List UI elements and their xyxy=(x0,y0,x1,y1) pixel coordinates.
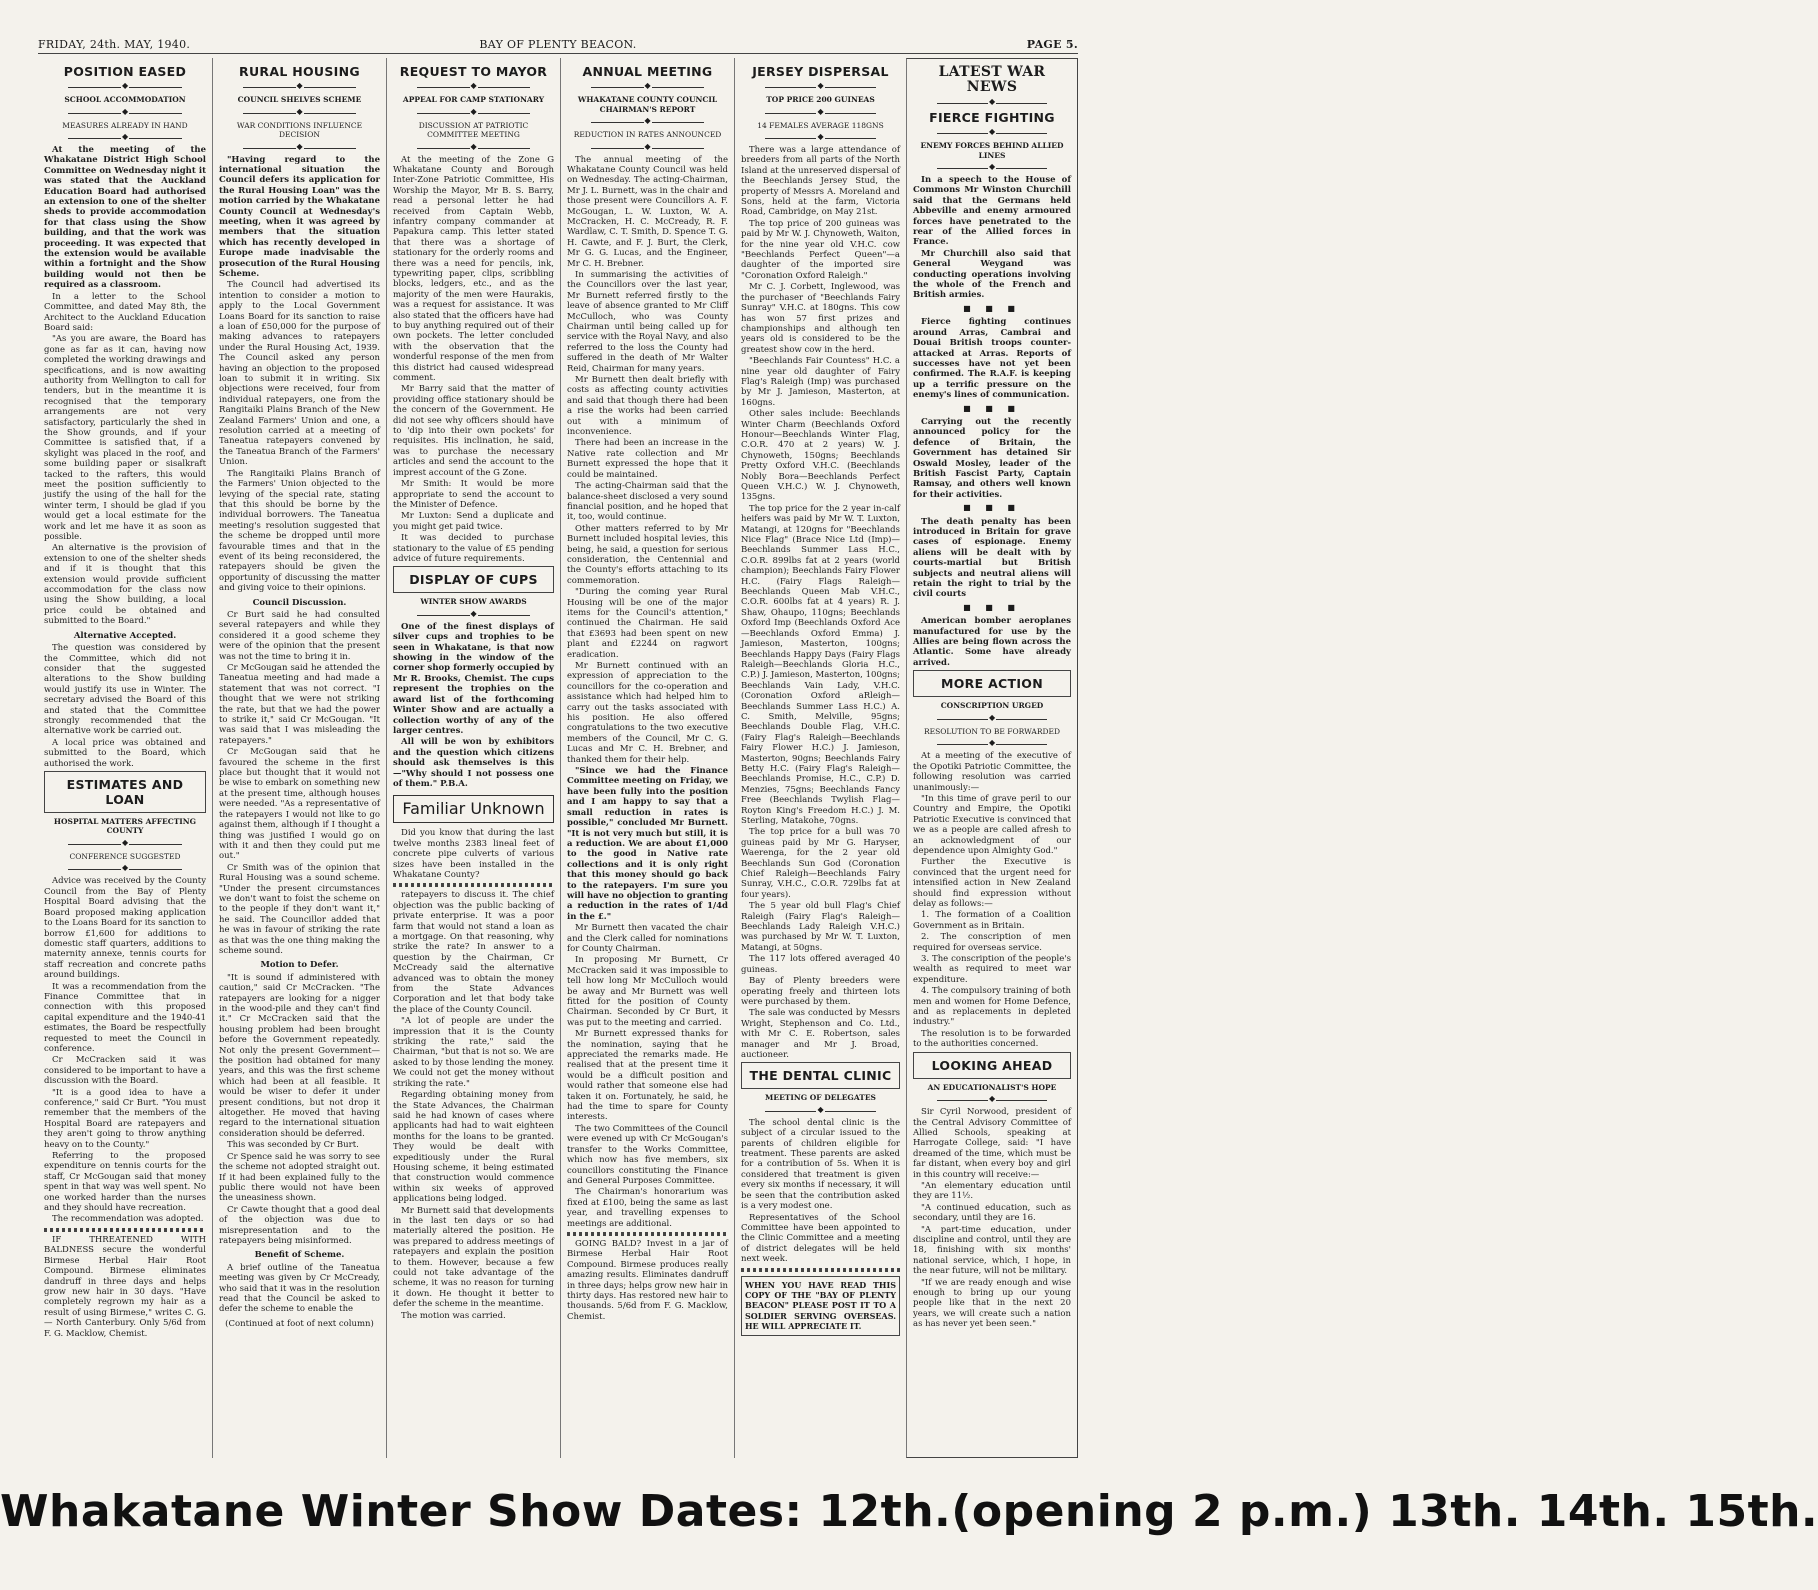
headline-display-of-cups: DISPLAY OF CUPS xyxy=(393,566,554,593)
paragraph: Cr Smith was of the opinion that Rural Housing was a sound scheme. "Under the present circumstances we don't want to foist the scheme on to the people if they don't want it," he said. The Councillor added that he was in favour of striking the rate as that was the one thing making the scheme sound. xyxy=(219,862,380,956)
paragraph: Cr McGougan said that he favoured the scheme in the first place but thought that it would not be wise to embark on something new at the present time, although houses were needed. "As a representative of the ratepayers I would not like to go against them, although if I thought a thing was justified I would go on with it and then they could put me out." xyxy=(219,747,380,862)
divider xyxy=(765,113,876,121)
paragraph: The death penalty has been introduced in Britain for grave cases of espionage. Enemy aliens will be dealt with by courts-martial but British subjects and neutral aliens will retain the right to trial by the civil courts xyxy=(913,516,1071,600)
paragraph: 2. The conscription of men required for overseas service. xyxy=(913,932,1071,953)
divider xyxy=(68,138,181,146)
subhead: REDUCTION IN RATES ANNOUNCED xyxy=(573,130,722,139)
paragraph: Regarding obtaining money from the State Advances, the Chairman said he had known of cases where applicants had had to wait eighteen months for the loans to be granted. They would be dealt with expeditiously under the Rural Housing scheme, it being estimated that construction would commence within six weeks of approved applications being lodged. xyxy=(393,1090,554,1205)
paragraph: Mr C. J. Corbett, Inglewood, was the purchaser of "Beechlands Fairy Sunray" V.H.C. at 180gns. This cow has won 57 first prizes and championships and although ten years old is considered to be the greatest show cow in the herd. xyxy=(741,282,900,355)
paragraph: Bay of Plenty breeders were operating freely and thirteen lots were purchased by them. xyxy=(741,976,900,1007)
divider xyxy=(937,719,1048,727)
divider xyxy=(567,1232,728,1236)
subhead: TOP PRICE 200 GUINEAS xyxy=(766,95,875,104)
paragraph: "Beechlands Fair Countess" H.C. a nine year old daughter of Fairy Flag's Raleigh (Imp) was purchased by Mr J. Jamieson, Masterton, at 160gns. xyxy=(741,356,900,408)
paragraph: The school dental clinic is the subject of a circular issued to the parents of children eligible for treatment. These parents are asked for a contribution of 5s. When it is considered that treatment is given every six months if necessary, it will be seen that the contribution asked is a very modest one. xyxy=(741,1117,900,1212)
subhead: 14 FEMALES AVERAGE 118GNS xyxy=(757,120,884,130)
paragraph: Further the Executive is convinced that the urgent need for intensified action in New Zealand should find expression without delay as follows:— xyxy=(913,857,1071,909)
headline-dental-clinic: THE DENTAL CLINIC xyxy=(741,1062,900,1089)
paragraph: Mr Churchill also said that General Weygand was conducting operations involving the whole of the French and British armies. xyxy=(913,248,1071,301)
subhead: SCHOOL ACCOMMODATION xyxy=(64,95,186,104)
paragraph: The sale was conducted by Messrs Wright, Stephenson and Co. Ltd., with Mr C. E. Robertson, sales manager and Mr J. Broad, auctioneer. xyxy=(741,1008,900,1060)
divider xyxy=(741,1268,900,1272)
separator-dots: ■ ■ ■ xyxy=(963,403,1021,413)
divider xyxy=(68,87,181,95)
paragraph: "In this time of grave peril to our Country and Empire, the Opotiki Patriotic Executive is convinced that we as a people are called afresh to an acknowledgment of our dependence upon Almighty God." xyxy=(913,793,1071,856)
advertisement: GOING BALD? Invest in a jar of Birmese Herbal Hair Root Compound. Birmese produces really amazing results. Eliminates dandruff in three days; helps grow new hair in thirty days. Has restored new hair to thousands. 5/6d from F. G. Macklow, Chemist. xyxy=(567,1238,728,1322)
divider xyxy=(243,113,356,121)
column-1 xyxy=(38,58,212,1458)
page-number: PAGE 5. xyxy=(1026,38,1078,51)
paragraph: 3. The conscription of the people's wealth as required to meet war expenditure. xyxy=(913,954,1071,985)
paragraph: 1. The formation of a Coalition Government as in Britain. xyxy=(913,910,1071,931)
paragraph: Mr Burnett expressed thanks for the nomination, saying that he appreciated the remarks made. He realised that at the present time it would be a difficult position and would rather that someone else had taken it on. Fortunately, he said, he had the time to spare for County interests. xyxy=(567,1029,728,1123)
divider xyxy=(417,148,530,156)
paragraph: Did you know that during the last twelve months 2383 lineal feet of concrete pipe culverts of various sizes have been installed in the Whakatane County? xyxy=(393,828,554,880)
divider xyxy=(44,1228,206,1232)
paragraph: Mr Burnett continued with an expression of appreciation to the councillors for the co-operation and assistance which had helped him to carry out the tasks associated with his position. He also offered congratulations to the two executive members of the Council, Mr C. G. Lucas and Mr C. H. Brebner, and thanked them for their help. xyxy=(567,661,728,765)
section-heading: Motion to Defer. xyxy=(260,960,339,971)
subhead: MEASURES ALREADY IN HAND xyxy=(62,120,188,130)
paragraph: "During the coming year Rural Housing will be one of the major items for the Council's attention," continued the Chairman. He said that £3693 had been spent on new plant and £2244 on ragwort eradication. xyxy=(567,587,728,660)
paragraph: In proposing Mr Burnett, Cr McCracken said it was impossible to tell how long Mr McCulloch would be away and Mr Burnett was well fitted for the position of County Chairman. Seconded by Cr Burt, it was put to the meeting and carried. xyxy=(567,955,728,1028)
divider xyxy=(937,133,1048,141)
divider xyxy=(68,869,181,877)
issue-date: FRIDAY, 24th. MAY, 1940. xyxy=(38,38,191,51)
divider xyxy=(417,113,530,121)
divider xyxy=(591,122,704,130)
column-5 xyxy=(734,58,906,1458)
divider xyxy=(68,844,181,852)
paragraph: The Chairman's honorarium was fixed at £100, being the same as last year, and travelling expenses to meetings are additional. xyxy=(567,1187,728,1229)
paragraph: There was a large attendance of breeders from all parts of the North Island at the unreserved dispersal of the Beechlands Jersey Stud, the property of Messrs A. Moreland and Sons, held at the farm, Victoria Road, Cambridge, on May 21st. xyxy=(741,145,900,218)
divider xyxy=(243,148,356,156)
paragraph: Cr McGougan said he attended the Taneatua meeting and had made a statement that was not correct. "I thought that we were not striking the rate, but that we had the power to strike it," said Cr McGougan. "It was said that I was misleading the ratepayers." xyxy=(219,663,380,746)
headline-estimates-and-loan: ESTIMATES AND LOAN xyxy=(44,771,206,813)
subhead: AN EDUCATIONALIST'S HOPE xyxy=(927,1082,1057,1092)
divider xyxy=(591,148,704,156)
paragraph: "A continued education, such as secondary, until they are 16. xyxy=(913,1202,1071,1224)
paragraph: Cr Cawte thought that a good deal of the objection was due to misrepresentation and to the ratepayers being misinformed. xyxy=(219,1204,380,1246)
paragraph: Mr Luxton: Send a duplicate and you might get paid twice. xyxy=(393,511,554,532)
paragraph: The resolution is to be forwarded to the authorities concerned. xyxy=(913,1028,1071,1050)
paragraph: "Since we had the Finance Committee meeting on Friday, we have been fully into the position and I am happy to say that a small reduction in rates is possible," concluded Mr Burnett. "It is not very much but still, it is a reduction. We are about £1,000 to the good in Native rate collections and it is only right that this money should go back to the ratepayers. I'm sure you will have no objection to granting a reduction in the rates of 1/4d in the £." xyxy=(567,766,728,922)
divider xyxy=(937,103,1048,111)
paragraph: Mr Burnett then dealt briefly with costs as affecting county activities and said that though there had been a rise the works had been carried out with a minimum of inconvenience. xyxy=(567,375,728,438)
paragraph: The top price of 200 guineas was paid by Mr W. J. Chynoweth, Waiton, for the nine year old V.H.C. cow "Beechlands Perfect Queen"—a daughter of the imported sire "Coronation Oxford Raleigh." xyxy=(741,218,900,281)
paper-name: BAY OF PLENTY BEACON. xyxy=(479,38,637,51)
section-heading: Alternative Accepted. xyxy=(73,630,177,641)
column-4 xyxy=(560,58,734,1458)
subhead: MEETING OF DELEGATES xyxy=(765,1093,876,1103)
subhead: CONFERENCE SUGGESTED xyxy=(69,851,181,861)
paragraph: Other sales include: Beechlands Winter Charm (Beechlands Oxford Honour—Beechlands Winter Flag, C.O.R. 470 at 2 years) W. J. Chynoweth, 150gns; Beechlands Pretty Oxford V.H.C. (Beechlands Nobly Bora—Beechlands Perfect Queen V.H.C.) W. J. Chynoweth, 135gns. xyxy=(741,409,900,503)
paragraph: The top price for a bull was 70 guineas paid by Mr G. Haryser, Waerenga, for the 2 year old Beechlands Sun God (Coronation Chief Raleigh—Beechlands Fairy Sunray, V.H.C., C.O.R. 729lbs fat at four years). xyxy=(741,827,900,900)
paragraph: Mr Burnett then vacated the chair and the Clerk called for nominations for County Chairman. xyxy=(567,923,728,954)
section-heading: Council Discussion. xyxy=(252,597,347,608)
column-6 xyxy=(906,58,1078,1458)
paragraph: The two Committees of the Council were evened up with Cr McGougan's transfer to the Works Committee, which now has five members, six councillors constituting the Finance and General Purposes Committee. xyxy=(567,1123,728,1186)
headline-familiar-unknown: Familiar Unknown xyxy=(393,795,554,823)
paragraph: In summarising the activities of the Councillors over the last year, Mr Burnett referred firstly to the leave of absence granted to Mr Cliff McCulloch, who was County Chairman until being called up for service with the Royal Navy, and also referred to the loss the County had suffered in the death of Mr Walter Reid, Chairman for many years. xyxy=(567,269,728,374)
paragraph: "An elementary education until they are 11½. xyxy=(913,1181,1071,1202)
divider xyxy=(937,1100,1048,1108)
paragraph: A local price was obtained and submitted to the Board, which authorised the work. xyxy=(44,737,206,769)
paragraph: American bomber aeroplanes manufactured for use by the Allies are being flown across the Atlantic. Some have already arrived. xyxy=(913,616,1071,668)
paragraph: Cr Spence said he was sorry to see the scheme not adopted straight out. If it had been explained fully to the public there would not have been the uneasiness shown. xyxy=(219,1151,380,1204)
winter-show-banner: Whakatane Winter Show Dates: 12th.(opening 2 p.m.) 13th. 14th. 15th. xyxy=(0,1486,1818,1537)
divider xyxy=(417,615,530,623)
paragraph: "It is sound if administered with caution," said Cr McCracken. "The ratepayers are looking for a nigger in the wood-pile and they can't find it." Cr McCracken said that the housing problem had been brought before the Government repeatedly. Not only the present Government—the position had obtained for many years, and this was the first scheme which had been at all feasible. It would be wiser to defer it under present conditions, but not drop it altogether. He moved that having regard to the international situation consideration should be deferred. xyxy=(219,972,380,1139)
paragraph: The motion was carried. xyxy=(401,1310,506,1321)
subhead: WAR CONDITIONS INFLUENCE DECISION xyxy=(236,120,363,139)
headline-jersey-dispersal: JERSEY DISPERSAL xyxy=(752,64,889,79)
paragraph: An alternative is the provision of extension to one of the shelter sheds and if it is thought that this extension would provide sufficient accommodation for the class now using the Show building, a local price could be obtained and submitted to the Board." xyxy=(44,543,206,627)
notice-box: WHEN YOU HAVE READ THIS COPY OF THE "BAY OF PLENTY BEACON" PLEASE POST IT TO A SOLDIER SERVING OVERSEAS. HE WILL APPRECIATE IT. xyxy=(741,1276,900,1336)
divider xyxy=(243,87,356,95)
paragraph: Representatives of the School Committee have been appointed to the Clinic Committee and a meeting of district delegates will be held next week. xyxy=(741,1212,900,1265)
paragraph: One of the finest displays of silver cups and trophies to be seen in Whakatane, is that now showing in the window of the corner shop formerly occupied by Mr R. Brooks, Chemist. The cups represent the trophies on the award list of the forthcoming Winter Show and are actually a collection worthy of any of the larger centres. xyxy=(393,621,554,736)
headline-rural-housing: RURAL HOUSING xyxy=(239,64,360,79)
subhead: APPEAL FOR CAMP STATIONARY xyxy=(402,95,545,104)
headline-position-eased: POSITION EASED xyxy=(63,64,187,79)
paragraph: The top price for the 2 year in-calf heifers was paid by Mr W. T. Luxton, Matangi, at 120gns for "Beechlands Nice Flag" (Brace Nice Ltd (Imp)—Beechlands Summer Lass H.C., C.O.R. 899lbs fat at 2 years (world champion); Beechlands Fairy Flower H.C. (Fairy Flags Raleigh—Beechlands Queen Mab V.H.C., C.O.R. 600lbs fat at 4 years) R. J. Shaw, Ohaupo, 110gns; Beechlands Oxford Imp (Beechlands Oxford Ace—Beechlands Oxford Emma) J. Jamieson, Masterton, 100gns; Beechlands Happy Days (Fairy Flags Raleigh—Beechlands Gloria H.C., C.P.) J. Jamieson, Masterton, 100gns; Beechlands Vain Lady, V.H.C. (Coronation Oxford aRleigh—Beechlands Summer Lass H.C.) A. C. Smith, Melville, 95gns; Beechlands Double Flag, V.H.C. (Fairy Flag's Raleigh—Beechlands Fairy Flower H.C.) J. Jamieson, Masterton, 90gns; Beechlands Fairy Betty H.C. (Fairy Flag's Raleigh—Beechlands Promise, H.C., C.P.) D. Menzies, 75gns; Beechlands Fancy Free (Beechlands Twylish Flag—Royton King's Freedom H.C.) J. M. Sterling, Matakohe, 70gns. xyxy=(741,503,900,826)
divider xyxy=(393,883,554,887)
continued-note: (Continued at foot of next column) xyxy=(225,1318,374,1329)
headline-latest-war-news: LATEST WAR NEWS xyxy=(938,64,1046,95)
paragraph: The recommendation was adopted. xyxy=(52,1214,204,1225)
paragraph: ratepayers to discuss it. The chief objection was the public backing of private enterprise. It was a poor farm that would not stand a loan as a mortgage. On that reasoning, why strike the rate? In answer to a question by the Chairman, Cr McCready said the alternative advanced was to obtain the money from the State Advances Corporation and let that body take the place of the County Council. xyxy=(393,890,554,1015)
paragraph: It was a recommendation from the Finance Committee that in connection with this proposed capital expenditure and the 1940-41 estimates, the Board be respectfully requested to meet the Council in conference. xyxy=(44,981,206,1054)
masthead xyxy=(38,38,1078,54)
paragraph: "If we are ready enough and wise enough to bring up our young people like that in the next 20 years, we will create such a nation as has never yet been seen." xyxy=(913,1277,1071,1330)
paragraph: There had been an increase in the Native rate collection and Mr Burnett expressed the hope that it could be maintained. xyxy=(567,438,728,480)
paragraph: A brief outline of the Taneatua meeting was given by Cr McCready, who said that it was in the resolution read that the Council be asked to defer the scheme to enable the xyxy=(219,1262,380,1315)
paragraph: "Having regard to the international situation the Council defers its application for the Rural Housing Loan" was the motion carried by the Whakatane County Council at Wednesday's meeting, when it was agreed by members that the situation which has recently developed in Europe made inadvisable the prosecution of the Rural Housing Scheme. xyxy=(219,154,380,279)
paragraph: At the meeting of the Whakatane District High School Committee on Wednesday night it was stated that the Auckland Education Board had authorised an extension to one of the shelter sheds to provide accommodation for that class using the Show building, and that the work was proceeding. It was expected that the extension would be available within a fortnight and the Show building would not then be required as a classroom. xyxy=(44,145,206,291)
subhead: COUNCIL SHELVES SCHEME xyxy=(237,95,362,104)
paragraph: The 117 lots offered averaged 40 guineas. xyxy=(741,954,900,975)
divider xyxy=(591,87,704,95)
subhead: WHAKATANE COUNTY COUNCIL CHAIRMAN'S REPORT xyxy=(577,95,718,114)
separator-dots: ■ ■ ■ xyxy=(963,602,1021,612)
paragraph: "A part-time education, under discipline and control, until they are 18, finishing with six months' national service, which, I hope, in the near future, will not be military. xyxy=(913,1224,1071,1277)
paragraph: Cr Burt said he had consulted several ratepayers and while they considered it a good scheme they were of the opinion that the present was not the time to bring it in. xyxy=(219,609,380,662)
subhead: ENEMY FORCES BEHIND ALLIED LINES xyxy=(920,141,1064,160)
subhead: WINTER SHOW AWARDS xyxy=(420,597,527,607)
paragraph: Carrying out the recently announced policy for the defence of Britain, the Government has detained Sir Oswald Mosley, leader of the British Fascist Party, Captain Ramsay, and others well known for their activities. xyxy=(913,416,1071,500)
paragraph: Mr Smith: It would be more appropriate to send the account to the Minister of Defence. xyxy=(393,479,554,510)
paragraph: The 5 year old bull Flag's Chief Raleigh (Fairy Flag's Raleigh—Beechlands Lady Raleigh V.H.C.) was purchased by Mr W. T. Luxton, Matangi, at 50gns. xyxy=(741,901,900,953)
subhead: RESOLUTION TO BE FORWARDED xyxy=(924,726,1060,736)
headline-request-to-mayor: REQUEST TO MAYOR xyxy=(399,64,548,79)
page-columns xyxy=(38,58,1078,1458)
paragraph: "As you are aware, the Board has gone as far as it can, having now completed the working drawings and specifications, and is now awaiting authority from Wellington to call for tenders, but in the meantime it is recognised that the temporary arrangements are not very satisfactory, particularly the shed in the Show grounds, and if your Committee is satisfied that, if a skylight was placed in the roof, and some building paper or sisalkraft tacked to the rafters, this would meet the position sufficiently to justify the using of the hall for the winter term, I should be glad if you would get a local estimate for the work and let me have it as soon as possible. xyxy=(44,334,206,543)
paragraph: The question was considered by the Committee, which did not consider that the suggested alterations to the Show building would justify its use in Winter. The secretary advised the Board of this and stated that the Committee strongly recommended that the alternative work be carried out. xyxy=(44,643,206,737)
divider xyxy=(68,113,181,121)
paragraph: Advice was received by the County Council from the Bay of Plenty Hospital Board advising that the Board proposed making application to the Loans Board for its sanction to borrow £1,600 for additions to domestic staff quarters, additions to maternity annexe, tennis courts for staff recreation and concrete paths around buildings. xyxy=(44,876,206,981)
advertisement: IF THREATENED WITH BALDNESS secure the wonderful Birmese Herbal Hair Root Compound. Birmese eliminates dandruff in three days and helps grow new hair in 30 days. "Have completely regrown my hair as a result of using Birmese," writes C. G. — North Canterbury. Only 5/6d from F. G. Macklow, Chemist. xyxy=(44,1234,206,1339)
paragraph: The annual meeting of the Whakatane County Council was held on Wednesday. The acting-Chairman, Mr J. L. Burnett, was in the chair and those present were Councillors A. F. McGougan, L. W. Luxton, W. A. McCracken, H. C. McCready, R. F. Wardlaw, C. T. Smith, D. Spence T. G. H. Cawte, and F. J. Burt, the Clerk, Mr G. G. Lucas, and the Engineer, Mr C. H. Brebner. xyxy=(567,154,728,269)
headline-looking-ahead: LOOKING AHEAD xyxy=(913,1052,1071,1079)
subhead: DISCUSSION AT PATRIOTIC COMMITTEE MEETING xyxy=(418,120,529,139)
divider xyxy=(765,87,876,95)
divider xyxy=(417,87,530,95)
paragraph: Mr Barry said that the matter of providing office stationary should be the concern of the Government. He did not see why officers should have to 'dip into their own pockets' for requisites. His inclination, he said, was to purchase the necessary articles and send the account to the imprest account of the G Zone. xyxy=(393,384,554,478)
paragraph: The Rangitaiki Plains Branch of the Farmers' Union objected to the levying of the special rate, stating that this should be borne by the individual borrowers. The Taneatua meeting's resolution suggested that the scheme be dropped until more favourable times and that in the event of its being reconsidered, the ratepayers should be given the opportunity of discussing the matter and giving voice to their opinions. xyxy=(219,468,380,594)
paragraph: The acting-Chairman said that the balance-sheet disclosed a very sound financial position, and he hoped that it, too, would continue. xyxy=(567,481,728,523)
paragraph: The Council had advertised its intention to consider a motion to apply to the Local Government Loans Board for its sanction to raise a loan of £50,000 for the purpose of making advances to ratepayers under the Rural Housing Act, 1939. The Council asked any person having an objection to the proposed loan to submit it in writing. Six objections were received, four from individual ratepayers, one from the Rangitaiki Plains Branch of the New Zealand Farmers' Union and one, a resolution carried at a meeting of Taneatua ratepayers convened by the Taneatua Branch of the Farmers' Union. xyxy=(219,280,380,468)
paragraph: Other matters referred to by Mr Burnett included hospital levies, this being, he said, a question for serious consideration, the Centennial and the County's efforts attaching to its commemoration. xyxy=(567,523,728,586)
paragraph: At the meeting of the Zone G Whakatane County and Borough Inter-Zone Patriotic Committee, His Worship the Mayor, Mr B. S. Barry, read a personal letter he had received from Captain Webb, infantry company commander at Papakura camp. This letter stated that there was a shortage of stationary for the orderly rooms and there was a need for pencils, ink, typewriting paper, clips, scribbling blocks, ledgers, etc., and as the majority of the men were Haurakis, was a request for assistance. It was also stated that the officers have had to buy anything required out of their own pockets. The letter concluded with the observation that the wonderful response of the men from this district had caused widespread comment. xyxy=(393,154,554,384)
divider xyxy=(937,744,1048,752)
paragraph: Referring to the proposed expenditure on tennis courts for the staff, Cr McGougan said that money spent in that way was well spent. No one worked harder than the nurses and they should have recreation. xyxy=(44,1151,206,1214)
divider xyxy=(937,168,1048,176)
subhead: HOSPITAL MATTERS AFFECTING COUNTY xyxy=(53,816,197,836)
separator-dots: ■ ■ ■ xyxy=(963,303,1021,313)
paragraph: Mr Burnett said that developments in the last ten days or so had materially altered the position. He was prepared to address meetings of ratepayers and explain the position to them. However, because a few could not take advantage of the scheme, it was no reason for turning it down. He thought it better to defer the scheme in the meantime. xyxy=(393,1205,554,1310)
paragraph: "It is a good idea to have a conference," said Cr Burt. "You must remember that the members of the Hospital Board are ratepayers and they aren't going to throw anything heavy on to the County." xyxy=(44,1087,206,1150)
headline-fierce-fighting: FIERCE FIGHTING xyxy=(929,110,1055,125)
paragraph: "A lot of people are under the impression that it is the County striking the rate," said the Chairman, "but that is not so. We are asked to by those lending the money. We could not get the money without striking the rate." xyxy=(393,1016,554,1089)
column-3 xyxy=(386,58,560,1458)
paragraph: In a letter to the School Committee, and dated May 8th, the Architect to the Auckland Education Board said: xyxy=(44,291,206,333)
separator-dots: ■ ■ ■ xyxy=(963,503,1021,513)
divider xyxy=(765,1111,876,1119)
paragraph: Fierce fighting continues around Arras, Cambrai and Douai British troops counter-attacked at Arras. Reports of successes have not yet been confirmed. The R.A.F. is keeping up a terrific pressure on the enemy's lines of communication. xyxy=(913,317,1071,401)
paragraph: 4. The compulsory training of both men and women for Home Defence, and as replacements in depleted industry." xyxy=(913,986,1071,1028)
divider xyxy=(765,138,876,146)
paragraph: At a meeting of the executive of the Opotiki Patriotic Committee, the following resolution was carried unanimously:— xyxy=(913,751,1071,793)
section-heading: Benefit of Scheme. xyxy=(254,1250,345,1261)
column-2 xyxy=(212,58,386,1458)
subhead: CONSCRIPTION URGED xyxy=(940,701,1044,711)
paragraph: All will be won by exhibitors and the question which citizens should ask themselves is this—"Why should I not possess one of them." P.B.A. xyxy=(393,737,554,789)
headline-annual-meeting: ANNUAL MEETING xyxy=(582,64,713,79)
paragraph: Sir Cyril Norwood, president of the Central Advisory Committee of Allied Schools, speaking at Harrogate College, said: "I have dreamed of the time, which must be far distant, when every boy and girl in this country will receive:— xyxy=(913,1107,1071,1180)
paragraph: It was decided to purchase stationary to the value of £5 pending advice of future requirements. xyxy=(393,533,554,564)
paragraph: In a speech to the House of Commons Mr Winston Churchill said that the Germans held Abbeville and enemy armoured forces have penetrated to the rear of the Allied forces in France. xyxy=(913,175,1071,248)
headline-more-action: MORE ACTION xyxy=(913,670,1071,697)
paragraph: Cr McCracken said it was considered to be important to have a discussion with the Board. xyxy=(44,1055,206,1087)
paragraph: This was seconded by Cr Burt. xyxy=(227,1140,359,1151)
